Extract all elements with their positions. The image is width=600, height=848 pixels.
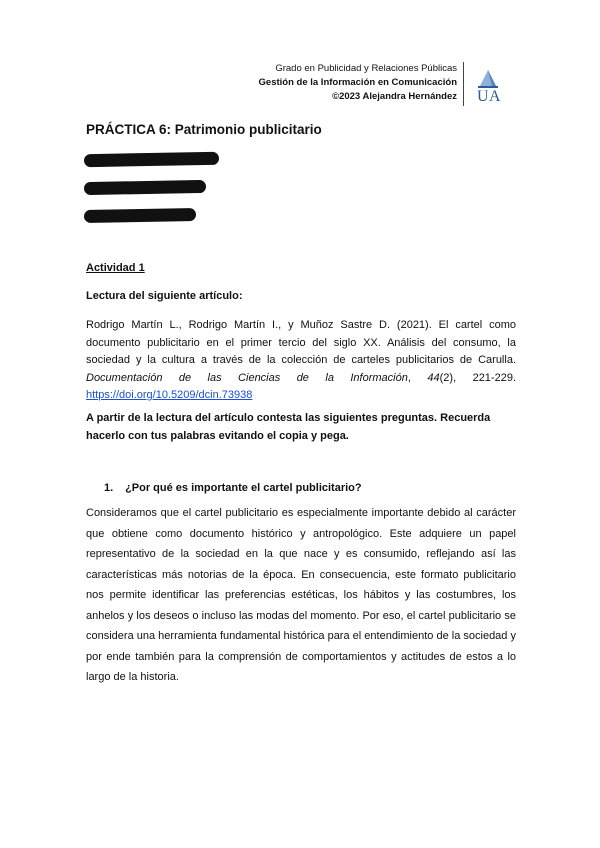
header-degree: Grado en Publicidad y Relaciones Públicas (275, 63, 457, 74)
doi-link[interactable]: https://doi.org/10.5209/dcin.73938 (86, 389, 253, 401)
question-1 (104, 482, 362, 494)
reference-citation: Rodrigo Martín L., Rodrigo Martín I., y Muñoz Sastre D. (2021). El cartel como documento publicitario en el primer tercio del siglo XX. Análisis del consumo, la sociedad y la cultura a través de la colección de carteles publicitarios de Carulla. (86, 319, 516, 366)
reference-issue: (2), 221-229. (439, 371, 516, 384)
answer-1: Consideramos que el cartel publicitario es especialmente importante debido al carácter que obtiene como documento histórico y antropológico. Este adquiere un papel representativo de la sociedad en la que nace y es consumido, reflejando así las características más notorias de la época. En consecuencia, este formato publicitario nos permite identificar las preferencias estéticas, los hábitos y las costumbres, los anhelos y los deseos o incluso las modas del momento. Por eso, el cartel publicitario se considera una herramienta fundamental histórica para el entendimiento de la sociedad y por ende también para la comprensión de comportamientos y actitudes de estos a lo largo de la historia. (86, 507, 516, 683)
reading-label: Lectura del siguiente artículo: (86, 290, 243, 302)
logo-text: UA (477, 88, 502, 105)
redacted-name-2 (84, 180, 206, 195)
reference-volume: 44 (427, 371, 440, 384)
question-text: ¿Por qué es importante el cartel publicitario? (125, 482, 362, 494)
header-course: Gestión de la Información en Comunicación (258, 77, 457, 88)
article-reference: Rodrigo Martín L., Rodrigo Martín I., y Muñoz Sastre D. (2021). El cartel como documento publicitario en el primer tercio del siglo XX. Análisis del consumo, la sociedad y la cultura a través de la colección de carteles publicitarios de Carulla. Documentación de las Ciencias de la Información, 44(2), 221-229. https://doi.org/10.5209/dcin.73938 (86, 319, 516, 401)
activity-heading: Actividad 1 (86, 262, 145, 274)
page-title (86, 122, 322, 137)
header-copyright: ©2023 Alejandra Hernández (332, 91, 457, 102)
header-divider (463, 62, 464, 106)
title-text: Patrimonio publicitario (174, 122, 322, 137)
university-logo (474, 64, 510, 108)
logo-emblem-icon (474, 64, 510, 90)
document-header (259, 62, 457, 104)
instructions: A partir de la lectura del artículo contesta las siguientes preguntas. Recuerda hacerlo con tus palabras evitando el copia y pega. (86, 412, 491, 442)
redacted-name-3 (84, 208, 196, 223)
reference-journal: Documentación de las Ciencias de la Información (86, 371, 408, 384)
question-number: 1. (104, 482, 114, 494)
redacted-name-1 (84, 152, 219, 167)
title-label: PRÁCTICA 6: (86, 122, 172, 137)
